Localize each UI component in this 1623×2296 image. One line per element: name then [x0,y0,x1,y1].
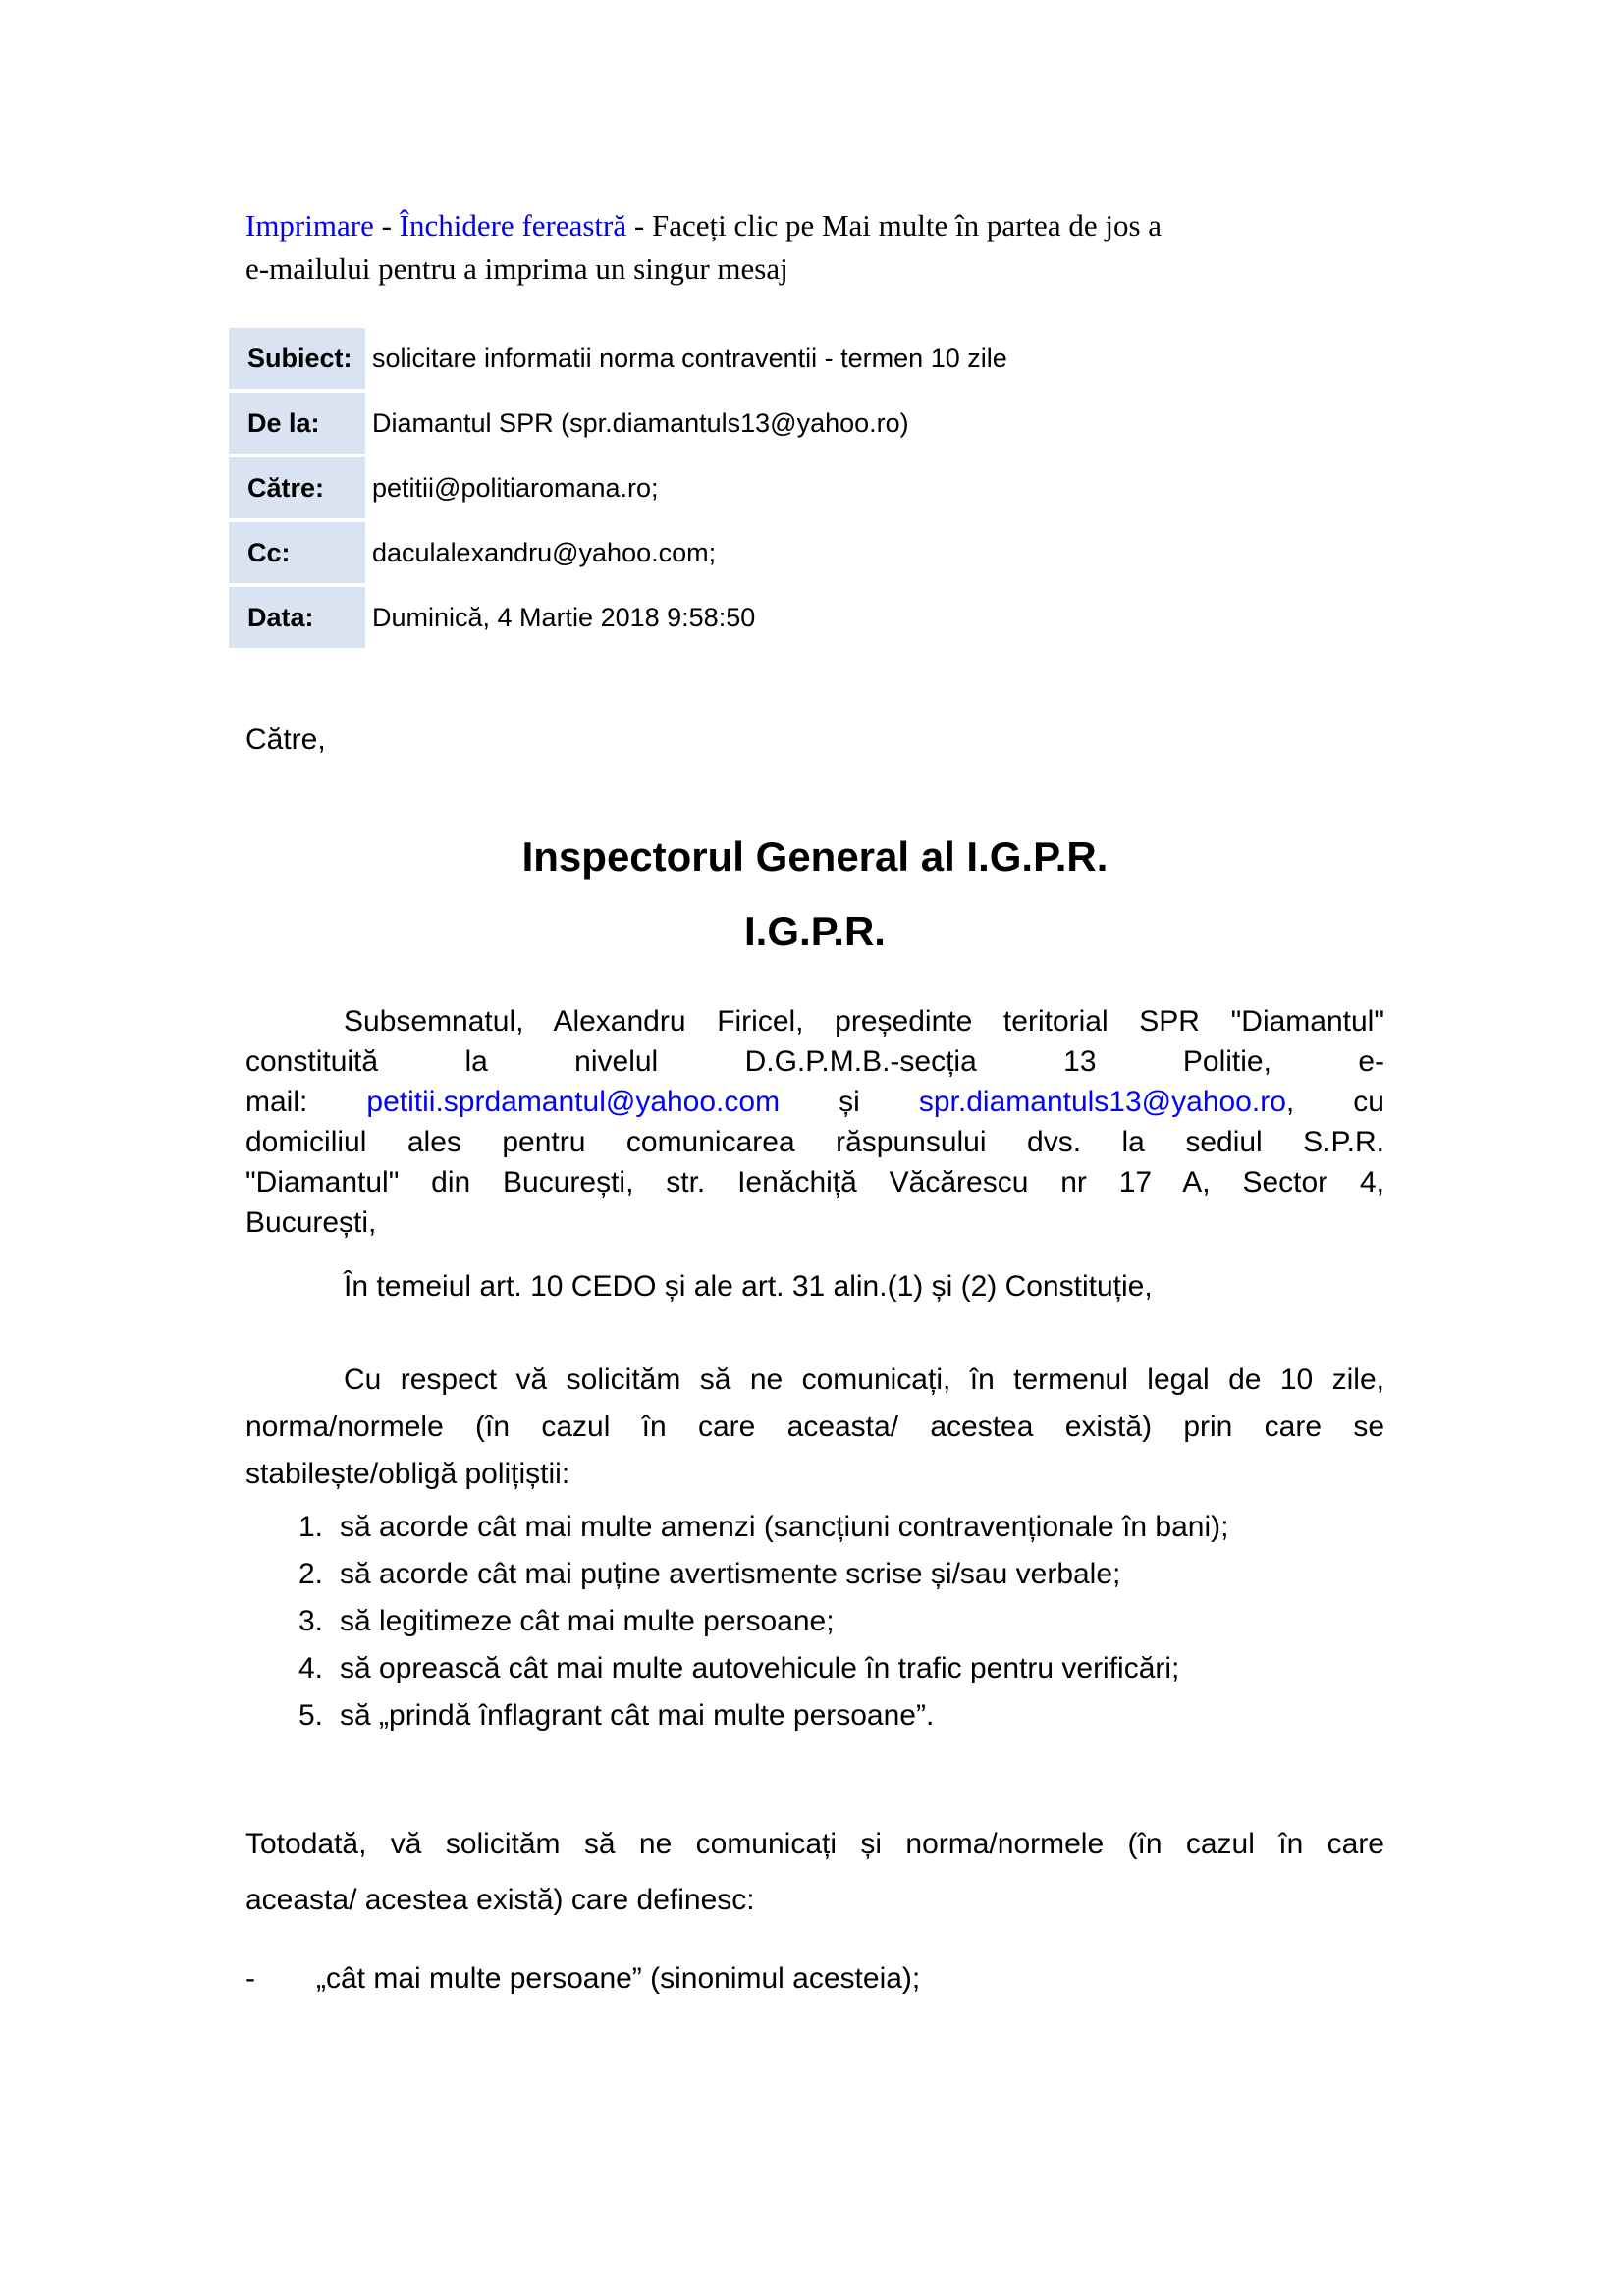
letter-heading [245,820,1384,969]
para1-line1: Subsemnatul, Alexandru Firicel, președinte teritorial SPR "Diamantul" [344,1005,1384,1038]
email-header-table [229,328,1007,652]
salutation: Către, [245,723,326,756]
instructions-line1-text: - Faceți clic pe Mai multe în partea de jos a [626,208,1163,242]
cc-label: Cc: [229,522,365,583]
para1-line5: "Diamantul" din București, str. Ienăchiță Văcărescu nr 17 A, Sector 4, [245,1166,1384,1199]
header-row-cc [229,522,1007,583]
list-item-number: 2. [298,1558,324,1590]
email-link-spr-diamantul[interactable]: spr.diamantuls13@yahoo.ro [918,1086,1286,1118]
para3-line3: stabilește/obligă polițiștii: [245,1458,570,1490]
dash-bullet: - [245,1962,255,1995]
cc-value: daculalexandru@yahoo.com; [372,537,717,567]
link-separator: - [373,208,400,242]
list-item-number: 4. [298,1652,324,1684]
paragraph-request [245,1357,1384,1498]
from-value: Diamantul SPR (spr.diamantuls13@yahoo.ro) [372,407,909,438]
request-list [298,1504,1384,1739]
close-window-link[interactable]: Închidere fereastră [399,208,627,242]
para3-line2: norma/normele (în cazul în care aceasta/ acestea există) prin care se [245,1411,1384,1443]
header-row-to [229,457,1007,518]
para3-line1: Cu respect vă solicităm să ne comunicați, în termenul legal de 10 zile, [344,1363,1384,1396]
header-row-date [229,587,1007,648]
header-row-from [229,393,1007,454]
email-link-petitii[interactable]: petitii.sprdamantul@yahoo.com [366,1086,781,1118]
from-label: De la: [229,393,365,454]
list-item-number: 5. [298,1699,324,1732]
list-item-text: să acorde cât mai puține avertismente scrise și/sau verbale; [340,1558,1121,1590]
list-item [298,1598,1384,1645]
subject-value: solicitare informatii norma contraventii - termen 10 zile [372,343,1007,373]
para1-line2: constituită la nivelul D.G.P.M.B.-secția 13 Politie, e- [245,1045,1384,1078]
paragraph-additional-request [245,1816,1384,1928]
dash-item-text: „cât mai multe persoane” (sinonimul acesteia); [316,1962,921,1995]
list-item [298,1645,1384,1692]
print-link[interactable]: Imprimare [245,208,374,242]
to-value: petitii@politiaromana.ro; [372,472,659,503]
dash-item [245,1955,1384,2002]
para1-line3-prefix: mail: [245,1086,367,1118]
date-label: Data: [229,587,365,648]
list-item-text: să oprească cât mai multe autovehicule în trafic pentru verificări; [340,1652,1180,1684]
para1-line3 [245,1082,1384,1122]
list-item-text: să acorde cât mai multe amenzi (sancțiuni contravenționale în bani); [340,1511,1229,1543]
instructions-line2-text: e-mailului pentru a imprima un singur mesaj [245,251,788,286]
list-item-number: 3. [298,1605,324,1637]
heading-line1: Inspectorul General al I.G.P.R. [521,833,1109,880]
para1-line3-suffix: , cu [1285,1086,1384,1118]
list-item-number: 1. [298,1511,324,1543]
subject-label: Subiect: [229,328,365,389]
heading-line2: I.G.P.R. [744,908,886,954]
date-value: Duminică, 4 Martie 2018 9:58:50 [372,602,756,632]
paragraph-introduction [245,1001,1384,1243]
list-item-text: să „prindă înflagrant cât mai multe persoane”. [340,1699,935,1732]
header-row-subject [229,328,1007,389]
list-item [298,1504,1384,1551]
to-label: Către: [229,457,365,518]
para4-line1: Totodată, vă solicităm să ne comunicați și norma/normele (în cazul în care [245,1828,1384,1860]
list-item [298,1551,1384,1598]
para4-line2: aceasta/ acestea există) care definesc: [245,1884,755,1916]
para1-line4: domiciliul ales pentru comunicarea răspunsului dvs. la sediul S.P.R. [245,1126,1384,1158]
para1-line3-mid: și [780,1086,919,1118]
para1-line6: București, [245,1206,377,1239]
list-item-text: să legitimeze cât mai multe persoane; [340,1605,835,1637]
print-instructions [245,204,1404,291]
list-item [298,1692,1384,1739]
paragraph-legal-basis: În temeiul art. 10 CEDO și ale art. 31 alin.(1) și (2) Constituție, [344,1270,1153,1303]
